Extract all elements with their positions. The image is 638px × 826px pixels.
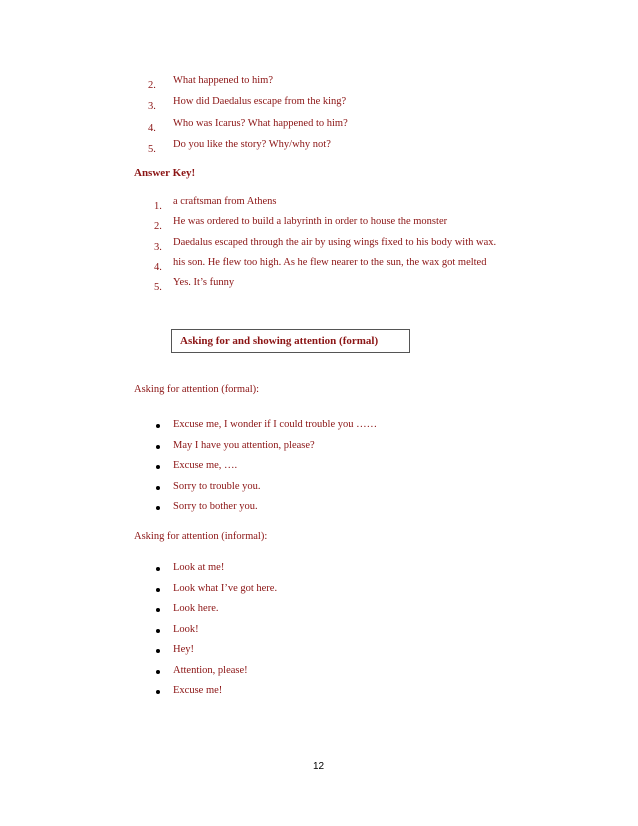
bullet-icon xyxy=(156,690,160,694)
bullet-icon xyxy=(156,465,160,469)
bullet-icon xyxy=(156,424,160,428)
formal-item-text: May I have you attention, please? xyxy=(173,440,315,451)
question-item xyxy=(148,139,331,157)
answer-text: Yes. It’s funny xyxy=(173,277,235,288)
question-number: 4. xyxy=(148,123,156,134)
answer-item xyxy=(154,216,448,234)
answer-number: 1. xyxy=(154,201,162,212)
bullet-icon xyxy=(156,670,160,674)
bullet-icon xyxy=(156,608,160,612)
question-text: What happened to him? xyxy=(173,75,274,86)
question-number: 3. xyxy=(148,101,156,112)
answer-text: He was ordered to build a labyrinth in order to house the monster xyxy=(173,216,448,227)
question-number: 5. xyxy=(148,144,156,155)
bullet-icon xyxy=(156,588,160,592)
answer-item xyxy=(154,237,497,255)
formal-label: Asking for attention (formal): xyxy=(134,384,260,395)
bullet-icon xyxy=(156,649,160,653)
informal-item-text: Hey! xyxy=(173,644,194,655)
informal-item-text: Excuse me! xyxy=(173,685,223,696)
informal-label: Asking for attention (informal): xyxy=(134,531,268,542)
question-text: Who was Icarus? What happened to him? xyxy=(173,118,348,129)
formal-item-text: Sorry to trouble you. xyxy=(173,481,261,492)
formal-item-text: Excuse me, …. xyxy=(173,460,238,471)
informal-item-text: Look here. xyxy=(173,603,219,614)
answer-text: his son. He flew too high. As he flew nearer to the sun, the wax got melted xyxy=(173,257,487,268)
formal-item-text: Excuse me, I wonder if I could trouble you …… xyxy=(173,419,378,430)
answer-item xyxy=(154,257,487,275)
question-text: Do you like the story? Why/why not? xyxy=(173,139,331,150)
answer-item xyxy=(154,277,235,295)
answer-number: 3. xyxy=(154,242,162,253)
question-text: How did Daedalus escape from the king? xyxy=(173,96,347,107)
question-item xyxy=(148,75,274,93)
informal-item-text: Attention, please! xyxy=(173,665,248,676)
question-number: 2. xyxy=(148,80,156,91)
question-item xyxy=(148,96,347,114)
informal-item-text: Look what I’ve got here. xyxy=(173,583,278,594)
bullet-icon xyxy=(156,506,160,510)
informal-item-text: Look at me! xyxy=(173,562,225,573)
answer-text: Daedalus escaped through the air by using wings fixed to his body with wax. xyxy=(173,237,497,248)
bullet-icon xyxy=(156,445,160,449)
answer-text: a craftsman from Athens xyxy=(173,196,277,207)
formal-item-text: Sorry to bother you. xyxy=(173,501,258,512)
section-title: Asking for and showing attention (formal) xyxy=(180,335,379,347)
question-item xyxy=(148,118,348,136)
bullet-icon xyxy=(156,567,160,571)
answer-key-heading: Answer Key! xyxy=(134,167,196,179)
bullet-icon xyxy=(156,629,160,633)
bullet-icon xyxy=(156,486,160,490)
section-title-box xyxy=(171,329,410,353)
answer-number: 5. xyxy=(154,282,162,293)
informal-item-text: Look! xyxy=(173,624,199,635)
answer-number: 4. xyxy=(154,262,162,273)
page-number: 12 xyxy=(313,761,325,772)
answer-number: 2. xyxy=(154,221,162,232)
answer-item xyxy=(154,196,277,214)
